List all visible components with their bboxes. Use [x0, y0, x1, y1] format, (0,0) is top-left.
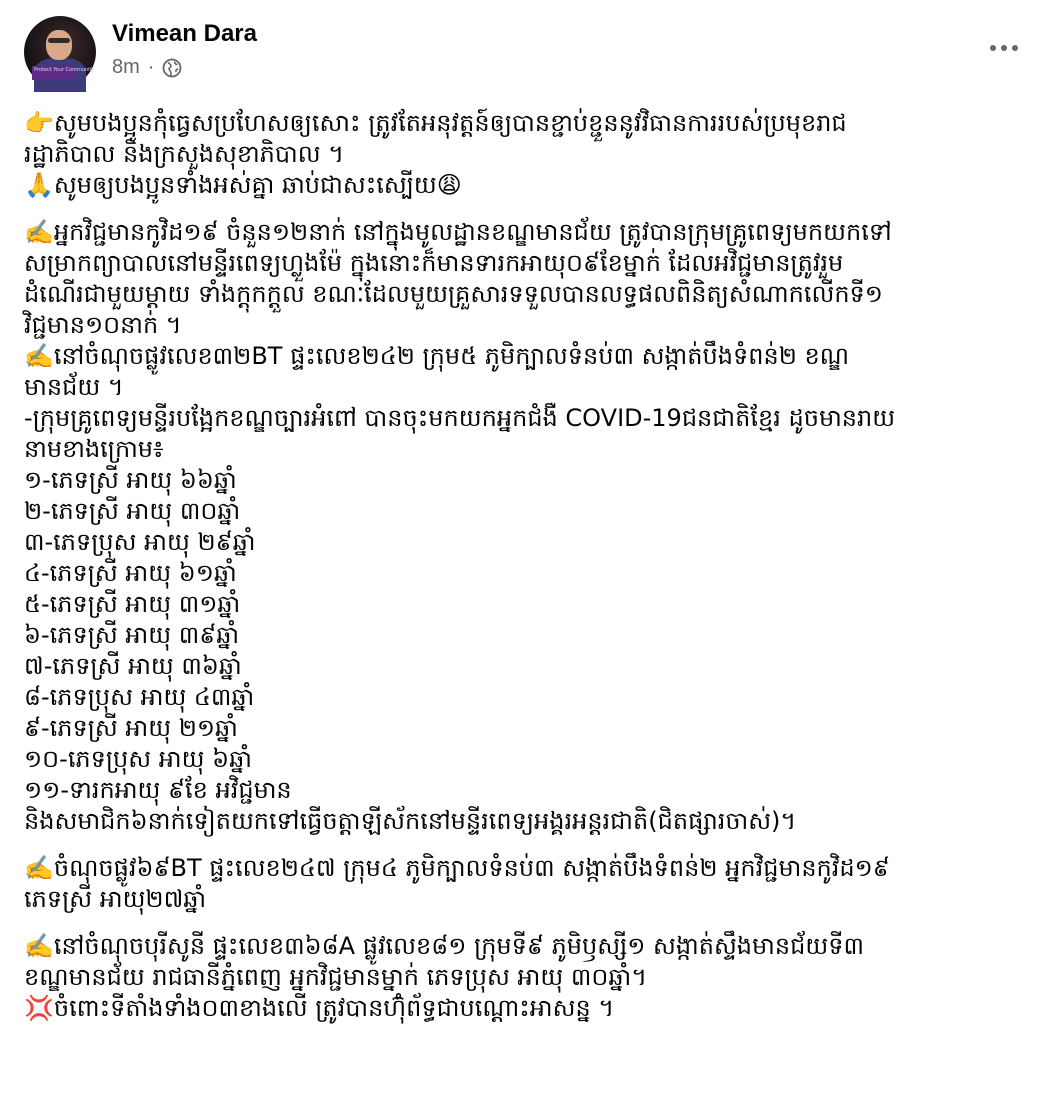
paragraph-3 [24, 853, 1024, 915]
list-item: ៩-ភេទស្រី អាយុ ២១ឆ្នាំ [24, 714, 238, 742]
list-item: ១០-ភេទប្រុស អាយុ ៦ឆ្នាំ [24, 745, 252, 773]
author-name[interactable]: Vimean Dara [112, 20, 257, 47]
more-dot [1012, 45, 1018, 51]
avatar-face [46, 30, 72, 60]
post-meta [112, 56, 182, 79]
meta-separator: · [147, 56, 155, 78]
text-line: ✍️ចំណុចផ្លូវ៦៩BT ផ្ទះលេខ២៤៧ ក្រុម៤ ភូមិក្បាលទំនប់៣ សង្កាត់បឹងទំពន់២ អ្នកវិជ្ជមានកូវិដ១៩ [24, 854, 890, 882]
avatar-caption: Protect Your Community [32, 66, 76, 80]
list-item: ១-ភេទស្រី អាយុ ៦៦ឆ្នាំ [24, 466, 237, 494]
text-line: ដំណើរជាមួយម្តាយ ទាំងក្តុកក្តួល ខណៈដែលមួយគ្រួសារទទួលបានលទ្ធផលពិនិត្យសំណាកលើកទី១ [24, 280, 883, 308]
text-line: 👉សូមបងប្អូនកុំធ្វេសប្រហែសឲ្យសោះ ត្រូវតែអនុវត្តន៍ឲ្យបានខ្ជាប់ខ្ជួននូវវិធានការរបស់ប្រមុខរាជ [24, 109, 847, 137]
list-item: ៤-ភេទស្រី អាយុ ៦១ឆ្នាំ [24, 559, 237, 587]
more-dot [1001, 45, 1007, 51]
text-line: ✍️នៅចំណុចបុរីសូនី ផ្ទះលេខ៣៦៨A ផ្លូវលេខ៨១ ក្រុមទី៩ ភូមិឫស្សី១ សង្កាត់ស្ទឹងមានជ័យទី៣ [24, 932, 864, 960]
post-header [24, 16, 1034, 96]
text-line: វិជ្ជមាន១០នាក់ ។ [24, 311, 182, 339]
list-item: ១១-ទារកអាយុ ៩ខែ អវិជ្ជមាន [24, 776, 292, 804]
text-line: ✍️នៅចំណុចផ្លូវលេខ៣២BT ផ្ទះលេខ២៤២ ក្រុម៥ ភូមិក្បាលទំនប់៣ សង្កាត់បឹងទំពន់២ ខណ្ឌ [24, 342, 850, 370]
paragraph-4 [24, 931, 1024, 1024]
list-item: ៥-ភេទស្រី អាយុ ៣១ឆ្នាំ [24, 590, 241, 618]
text-line: 🙏សូមឲ្យបងប្អូនទាំងអស់គ្នា ឆាប់ជាសះស្បើយ😩 [24, 171, 462, 199]
avatar-glasses [48, 38, 70, 43]
text-line: និងសមាជិក៦នាក់ទៀតយកទៅធ្វើចត្តាឡីស័កនៅមន្ទីរពេទ្យអង្គរអន្តរជាតិ(ជិតផ្សារចាស់)។ [24, 807, 797, 835]
text-line: ភេទស្រី អាយុ២៧ឆ្នាំ [24, 885, 207, 913]
paragraph-1 [24, 108, 1024, 201]
text-line: រដ្ឋាភិបាល និងក្រសួងសុខាភិបាល ។ [24, 140, 345, 168]
text-line: សម្រាកព្យាបាលនៅមន្ទីរពេទ្យហ្លួងម៉ែ ក្នុងនោះក៏មានទារកអាយុ០៩ខែម្នាក់ ដែលអវិជ្ជមានត្រូវរួម [24, 249, 844, 277]
text-line: ខណ្ឌមានជ័យ រាជធានីភ្នំពេញ អ្នកវិជ្ជមានម្នាក់ ភេទប្រុស អាយុ ៣០ឆ្នាំ។ [24, 963, 648, 991]
text-line: 💢ចំពោះទីតាំងទាំង០៣ខាងលើ ត្រូវបានហ៊ុំព័ទ្ធជាបណ្តោះអាសន្ន ។ [24, 994, 615, 1022]
text-line: -ក្រុមគ្រូពេទ្យមន្ទីរបង្អែកខណ្ឌច្បារអំពៅ បានចុះមកយកអ្នកជំងឺ COVID-19ជនជាតិខ្មែរ ដូចមានរាយ [24, 404, 896, 432]
text-line: ✍️អ្នកវិជ្ជមានកូវិដ១៩ ចំនួន១២នាក់ នៅក្នុងមូលដ្ឋានខណ្ឌមានជ័យ ត្រូវបានក្រុមគ្រូពេទ្យមកយកទៅ [24, 218, 892, 246]
more-options-icon[interactable] [982, 34, 1026, 62]
globe-icon[interactable] [162, 58, 182, 78]
more-dot [990, 45, 996, 51]
list-item: ៨-ភេទប្រុស អាយុ ៤៣ឆ្នាំ [24, 683, 255, 711]
avatar[interactable] [24, 16, 96, 88]
list-item: ៣-ភេទប្រុស អាយុ ២៩ឆ្នាំ [24, 528, 256, 556]
list-item: ២-ភេទស្រី អាយុ ៣០ឆ្នាំ [24, 497, 241, 525]
list-item: ៧-ភេទស្រី អាយុ ៣៦ឆ្នាំ [24, 652, 242, 680]
post-time[interactable]: 8m [112, 56, 140, 78]
text-line: មានជ័យ ។ [24, 373, 124, 401]
post-text [24, 108, 1024, 1040]
list-item: ៦-ភេទស្រី អាយុ ៣៩ឆ្នាំ [24, 621, 240, 649]
text-line: នាមខាងក្រោម៖ [24, 435, 164, 463]
paragraph-2 [24, 217, 1024, 837]
